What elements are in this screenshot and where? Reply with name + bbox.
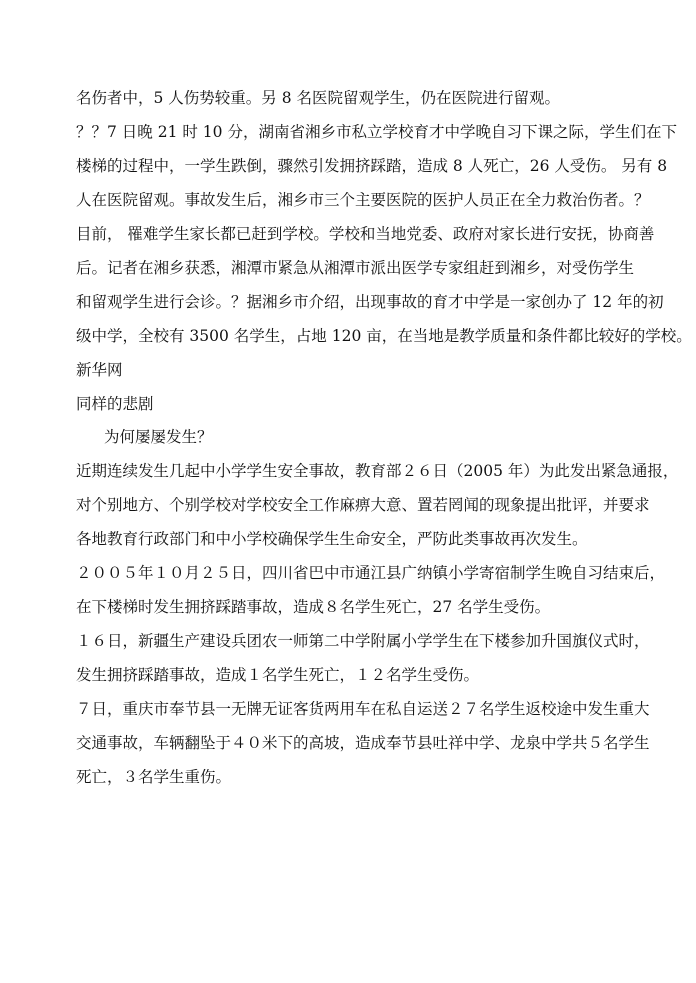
text-line: ２００５年１０月２５日，四川省巴中市通江县广纳镇小学寄宿制学生晚自习结束后，	[76, 564, 666, 582]
text-line: 人在医院留观。事故发生后，湘乡市三个主要医院的医护人员正在全力救治伤者。？	[76, 191, 650, 209]
text-line: 对个别地方、个别学校对学校安全工作麻痹大意、置若罔闻的现象提出批评，并要求	[76, 496, 650, 514]
section-subheading: 为何屡屡发生？	[104, 428, 213, 446]
text-line: 死亡，３名学生重伤。	[76, 768, 232, 786]
text-line: 发生拥挤踩踏事故，造成１名学生死亡，１２名学生受伤。	[76, 666, 480, 684]
text-line: 目前， 罹难学生家长都已赶到学校。学校和当地党委、政府对家长进行安抚，协商善	[76, 225, 655, 243]
text-line: 交通事故，车辆翻坠于４０米下的高坡，造成奉节县吐祥中学、龙泉中学共５名学生	[76, 734, 650, 752]
text-line: 楼梯的过程中，一学生跌倒，骤然引发拥挤踩踏，造成 8 人死亡，26 人受伤。 另有 8	[76, 157, 668, 175]
text-line: 名伤者中，5 人伤势较重。另 8 名医院留观学生，仍在医院进行留观。	[76, 89, 561, 107]
text-line: 级中学，全校有 3500 名学生，占地 120 亩，在当地是教学质量和条件都比较好的学校。	[76, 327, 692, 345]
text-line: １６日，新疆生产建设兵团农一师第二中学附属小学学生在下楼参加升国旗仪式时，	[76, 632, 650, 650]
text-line: ７日，重庆市奉节县一无牌无证客货两用车在私自运送２７名学生返校途中发生重大	[76, 700, 650, 718]
text-line: 后。记者在湘乡获悉，湘潭市紧急从湘潭市派出医学专家组赶到湘乡，对受伤学生	[76, 259, 635, 277]
text-line: 新华网	[76, 361, 123, 379]
text-line: ？？7 日晚 21 时 10 分，湖南省湘乡市私立学校育才中学晚自习下课之际，学生们在下	[76, 123, 677, 141]
text-line: 和留观学生进行会诊。？据湘乡市介绍，出现事故的育才中学是一家创办了 12 年的初	[76, 293, 664, 311]
text-line: 在下楼梯时发生拥挤踩踏事故，造成８名学生死亡，27 名学生受伤。	[76, 598, 551, 616]
text-line: 各地教育行政部门和中小学校确保学生生命安全，严防此类事故再次发生。	[76, 530, 588, 548]
text-line: 近期连续发生几起中小学学生安全事故，教育部２６日（2005 年）为此发出紧急通报，	[76, 462, 679, 480]
section-heading: 同样的悲剧	[76, 395, 154, 413]
